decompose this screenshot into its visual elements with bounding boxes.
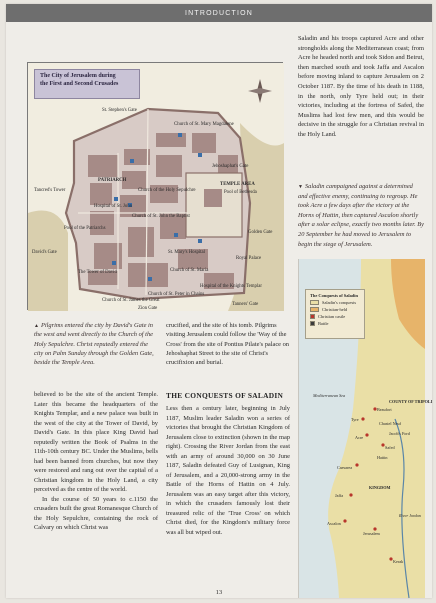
label-church-st-john-baptist: Church of St. John the Baptist bbox=[132, 214, 190, 219]
legend-item bbox=[310, 300, 360, 305]
running-header bbox=[6, 4, 432, 22]
jerusalem-map-graphic bbox=[28, 63, 284, 311]
triangle-up-icon: ▲ bbox=[34, 324, 39, 329]
right-column-text bbox=[298, 34, 424, 140]
middle-column-paragraph: Less then a century later, beginning in July 1187, Muslim leader Saladin won a series of victories that brought the Christian Kingdom of Jerusalem close to extinction (shown in the map right). Crossing the River Jordan from the east with an army of around 30,000 on 30 June 1187, Saladin defeated Guy of Lusignan, King of Jerusalem, and a 20,000-strong army in the Battle of the Horns of Hattin on 4 July. Jerusalem was an easy target after this victory, in which the crusaders famously lost their treasured relic of the 'True Cross' on which Christ died, for the Kingdom's military force was all but wiped out. bbox=[166, 405, 290, 536]
place-safed: Safed bbox=[385, 445, 395, 450]
label-patriarch: PATRIARCH bbox=[98, 178, 127, 183]
label-pool-patriarchs: Pool of the Patriarchs bbox=[64, 226, 106, 231]
middle-column bbox=[166, 390, 290, 537]
valley-west bbox=[28, 211, 68, 312]
left-column bbox=[34, 390, 158, 533]
label-church-holy-sepulchre: Church of the Holy Sepulchre bbox=[138, 188, 196, 193]
middle-column-top-text: crucified, and the site of his tomb. Pilgrims visiting Jerusalem could follow the 'Way of the Cross' from the site of Pontius Pilate's palace on Jehoshaphat Street to the site of Christ's crucifixion and burial. bbox=[166, 322, 289, 367]
label-pool-bethesda: Pool of Bethesda bbox=[224, 190, 257, 195]
castle-icon bbox=[310, 314, 315, 319]
label-tower-of-david: The Tower of David bbox=[78, 270, 117, 275]
label-hospital-knights-templar: Hospital of the Knights Templar bbox=[200, 284, 262, 289]
place-acre: Acre bbox=[355, 435, 364, 440]
book-page bbox=[6, 4, 432, 598]
jerusalem-map bbox=[27, 62, 283, 310]
county-label: COUNTY OF TRIPOLI bbox=[389, 399, 433, 404]
label-davids-gate: David's Gate bbox=[32, 250, 57, 255]
running-header-title: INTRODUCTION bbox=[184, 9, 254, 17]
section-heading: THE CONQUESTS OF SALADIN bbox=[166, 391, 284, 400]
place-ascalon: Ascalon bbox=[327, 521, 341, 526]
legend-item-label: Christian-held bbox=[322, 307, 348, 312]
label-zion-gate: Zion Gate bbox=[138, 306, 158, 311]
label-tancreds-tower: Tancred's Tower bbox=[34, 188, 66, 193]
legend-item bbox=[310, 321, 360, 326]
place-beaufort: Beaufort bbox=[377, 407, 392, 412]
sea-label: Mediterranean Sea bbox=[313, 393, 346, 398]
legend-item-label: Battle bbox=[318, 321, 329, 326]
label-temple-area: TEMPLE AREA bbox=[220, 182, 255, 187]
label-golden-gate: Golden Gate bbox=[248, 230, 273, 235]
place-jacobs-ford: Jacob's Ford bbox=[389, 431, 410, 436]
right-map-caption-text: Saladin campaigned against a determined and effective enemy, continuing to regroup. He took Acre a few days after the victory at the Horns of Hattin, then captured Ascalon shortly after a solar eclipse, exactly two months later. By 20 September he had moved to Jerusalem to begin the siege of Jerusalem. bbox=[298, 183, 425, 248]
place-caesarea: Caesarea bbox=[337, 465, 353, 470]
map-caption bbox=[34, 321, 158, 367]
place-hattin: Hattin bbox=[377, 455, 388, 460]
legend-title: The Conquests of Saladin bbox=[310, 293, 358, 298]
place-jaffa: Jaffa bbox=[335, 493, 344, 498]
place-kerak: Kerak bbox=[393, 559, 404, 564]
saladin-map bbox=[298, 259, 433, 598]
legend-item bbox=[310, 307, 360, 312]
left-column-paragraph-2: In the course of 50 years to c.1150 the crusaders built the great Romanesque Church of the Holy Sepulchre, containing the rock of Calvary on which Christ was bbox=[34, 495, 158, 532]
label-hospital-st-john: Hospital of St. John bbox=[94, 204, 133, 209]
right-column-paragraph: Saladin and his troops captured Acre and other strongholds along the Mediterranean coast; from Acre he headed north and took Sidon and Beirut, then marched south and took Jaffa and Ascalon before moving inland to capture Jerusalem on 2 October 1187. By the time of his death in 1188, in the north, only Tyre held out; in their victories, including at the fortress of Safed, the Muslims had lost few men, and this would be decisive in the struggle for a Christian revival in the Holy Land. bbox=[298, 35, 424, 139]
label-jehoshaphat-gate: Jehoshaphat's Gate bbox=[212, 164, 249, 169]
right-map-caption bbox=[298, 182, 424, 249]
label-st-stephens-gate: St. Stephen's Gate bbox=[102, 108, 137, 113]
legend-swatch-christian bbox=[310, 307, 319, 312]
saladin-map-legend bbox=[305, 289, 365, 339]
legend-item bbox=[310, 314, 360, 319]
triangle-down-icon: ▼ bbox=[298, 185, 303, 190]
legend-swatch-conquests bbox=[310, 300, 319, 305]
map-title-line1: The City of Jerusalem during bbox=[40, 73, 116, 79]
place-jerusalem: Jerusalem bbox=[363, 531, 380, 536]
legend-item-label: Saladin's conquests bbox=[322, 300, 357, 305]
battle-icon bbox=[310, 321, 315, 326]
kingdom-label: KINGDOM bbox=[369, 485, 391, 490]
label-tanners-gate: Tanners' Gate bbox=[232, 302, 259, 307]
label-church-st-james: Church of St. James the Great bbox=[102, 298, 160, 303]
place-tyre: Tyre bbox=[351, 417, 359, 422]
map-title-line2: the First and Second Crusades bbox=[40, 80, 119, 87]
left-column-paragraph-1: believed to be the site of the ancient Temple. Later this became the headquarters of the Knights Templar, and a new palace was built in the west of the city at the Tower of David, by David's Gate. In this place King David had reputedly written the Book of Psalms in the 11th-10th century BC. Under the Muslims, bells had been banned from churches, but now they were restored and rang out over the capital of a Christian kingdom in the Holy Land, a city perceived as the centre of the world. bbox=[34, 391, 158, 494]
label-church-st-maria: Church of St. Maria bbox=[170, 268, 209, 273]
legend-item-label: Christian castle bbox=[318, 314, 346, 319]
label-church-mary-magdalene: Church of St. Mary Magdalene bbox=[174, 122, 234, 127]
label-royal-palace: Royal Palace bbox=[236, 256, 262, 261]
label-st-marys-hospital: St. Mary's Hospital bbox=[168, 250, 205, 255]
place-chastel-neuf: Chastel Neuf bbox=[379, 421, 401, 426]
river-label: River Jordan bbox=[399, 513, 421, 518]
temple-dome bbox=[204, 189, 222, 207]
map-title-box bbox=[34, 69, 140, 99]
map-caption-text: Pilgrims entered the city by David's Gate in the west and went directly to the Church of the Holy Sepulchre. Christ reputedly entered the city on Palm Sunday through the Golden Gate, beside the Temple Area. bbox=[34, 322, 154, 367]
middle-column-top bbox=[166, 321, 290, 367]
page-number: 13 bbox=[215, 589, 223, 596]
label-church-st-peter: Church of St. Peter in Chains bbox=[148, 292, 205, 297]
